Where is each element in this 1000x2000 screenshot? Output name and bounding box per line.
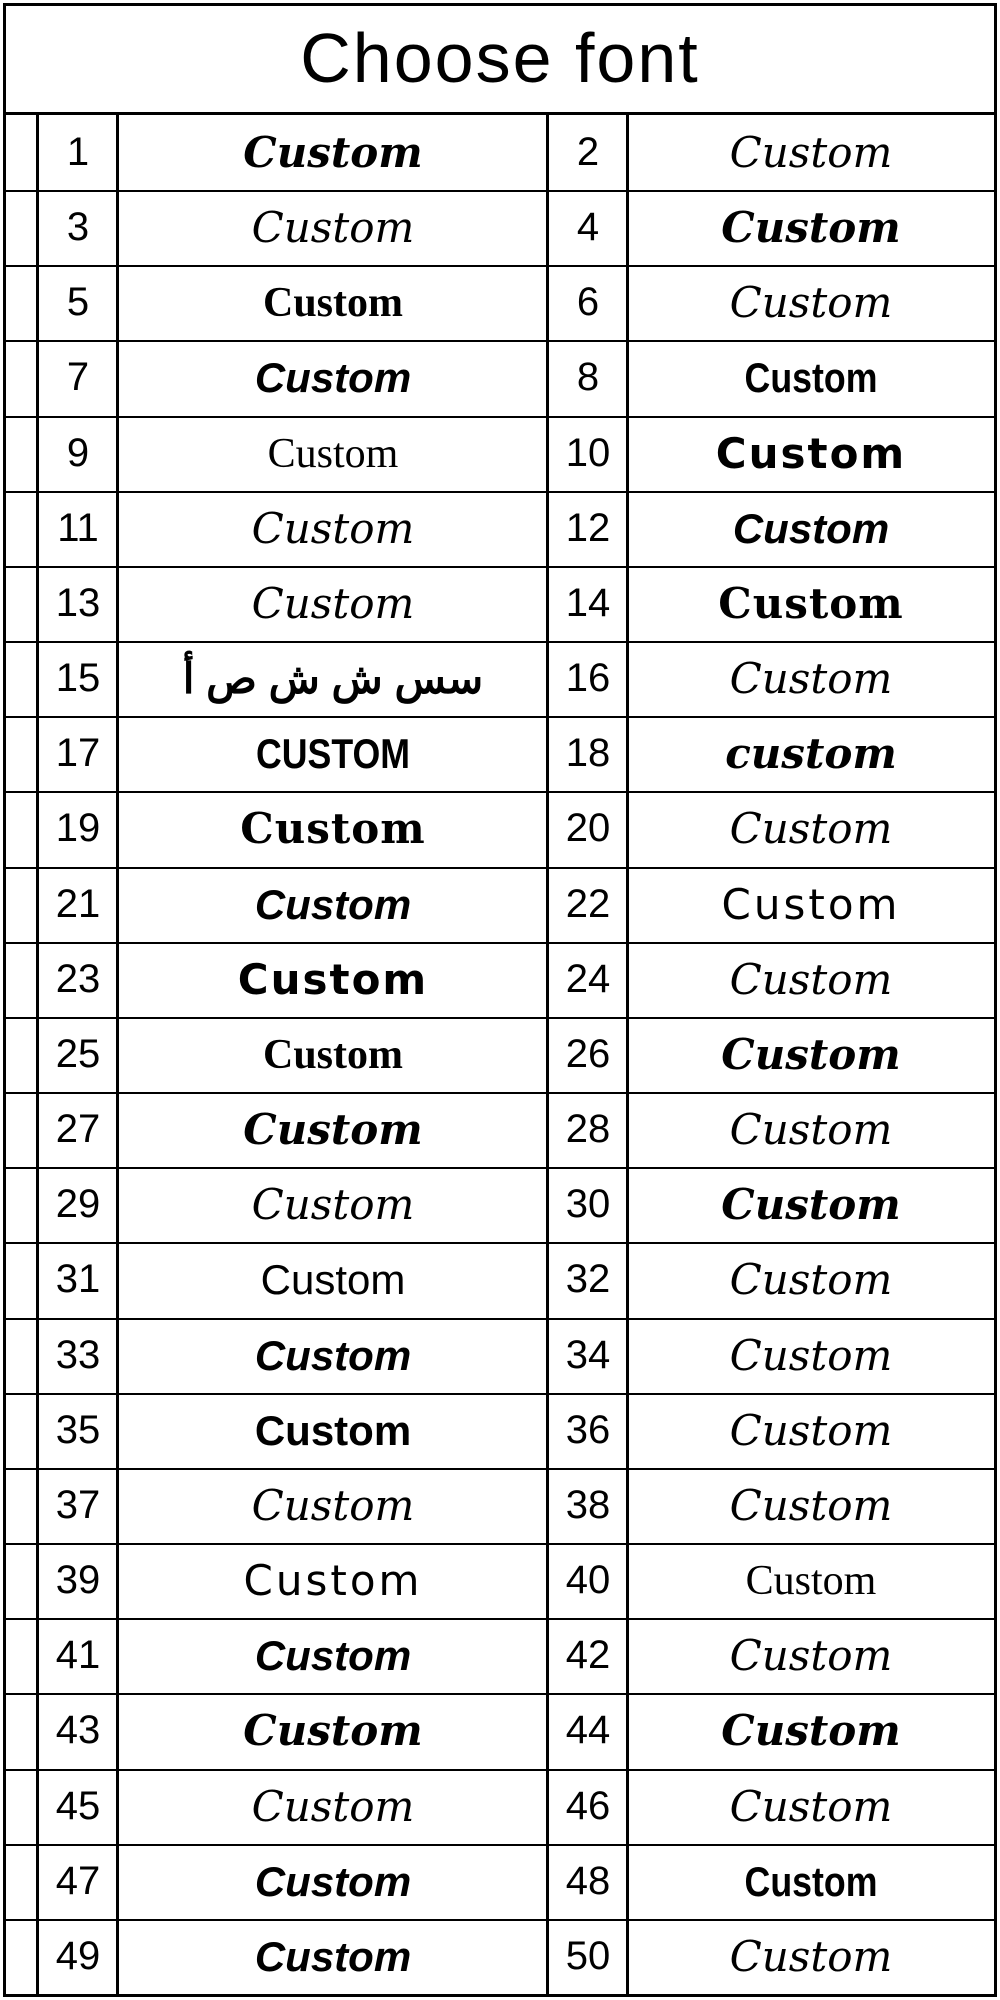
font-number[interactable]: 20	[565, 806, 611, 850]
font-number[interactable]: 28	[565, 1107, 611, 1151]
font-sample[interactable]: Custom	[715, 429, 907, 478]
font-number[interactable]: 9	[66, 431, 90, 475]
font-number[interactable]: 34	[565, 1333, 611, 1377]
font-sample[interactable]: Custom	[254, 880, 412, 928]
font-sample[interactable]: Custom	[267, 430, 399, 477]
font-sample[interactable]: Custom	[251, 203, 415, 252]
font-number[interactable]: 19	[55, 806, 101, 850]
font-sample[interactable]: Custom	[254, 1857, 412, 1905]
font-number[interactable]: 43	[55, 1708, 101, 1752]
font-number[interactable]: 39	[55, 1558, 101, 1602]
font-number[interactable]: 29	[55, 1182, 101, 1226]
font-sample[interactable]: custom	[725, 729, 897, 778]
font-number[interactable]: 3	[66, 205, 90, 249]
font-sample[interactable]: Custom	[745, 1557, 877, 1604]
font-sample[interactable]: Custom	[262, 1031, 403, 1078]
font-number[interactable]: 23	[55, 957, 101, 1001]
font-number[interactable]: 47	[55, 1859, 101, 1903]
font-number[interactable]: 6	[576, 280, 600, 324]
font-sample[interactable]: Custom	[729, 804, 893, 853]
font-number[interactable]: 45	[55, 1784, 101, 1828]
font-number[interactable]: 16	[565, 656, 611, 700]
font-number[interactable]: 44	[565, 1708, 611, 1752]
font-sample[interactable]: Custom	[251, 504, 415, 553]
font-sample[interactable]: Custom	[721, 1706, 901, 1755]
font-number[interactable]: 35	[55, 1408, 101, 1452]
font-sample[interactable]: Custom	[729, 278, 893, 327]
font-number[interactable]: 1	[66, 130, 90, 174]
font-number[interactable]: 37	[55, 1483, 101, 1527]
font-sample[interactable]: Custom	[729, 1631, 893, 1680]
font-sample[interactable]: Custom	[744, 1857, 878, 1905]
font-sample[interactable]: Custom	[243, 1556, 423, 1605]
font-number[interactable]: 32	[565, 1257, 611, 1301]
font-sample[interactable]: CUSTOM	[255, 729, 411, 777]
font-number[interactable]: 46	[565, 1784, 611, 1828]
font-sample[interactable]: Custom	[732, 504, 890, 552]
page-title: Choose font	[300, 19, 700, 97]
font-number[interactable]: 11	[57, 506, 99, 550]
font-sample[interactable]: Custom	[254, 353, 412, 401]
font-number[interactable]: 13	[55, 581, 101, 625]
font-sample[interactable]: Custom	[721, 203, 901, 252]
font-number[interactable]: 21	[55, 882, 101, 926]
font-sample[interactable]: Custom	[729, 1105, 893, 1154]
font-sample[interactable]: Custom	[721, 1030, 901, 1079]
font-number[interactable]: 5	[66, 280, 90, 324]
font-sample[interactable]: Custom	[254, 1331, 412, 1379]
font-sample[interactable]: Custom	[729, 1331, 893, 1380]
font-sample[interactable]: Custom	[254, 1406, 412, 1454]
font-number[interactable]: 7	[66, 355, 90, 399]
font-sample[interactable]: Custom	[260, 1255, 406, 1303]
font-sample[interactable]: Custom	[729, 654, 893, 703]
font-number[interactable]: 42	[565, 1633, 611, 1677]
font-sample[interactable]: Custom	[240, 804, 426, 853]
font-sample[interactable]: Custom	[243, 1105, 423, 1154]
font-sample[interactable]: Custom	[729, 1932, 893, 1981]
font-sample[interactable]: Custom	[243, 1706, 423, 1755]
font-sample[interactable]: Custom	[254, 1932, 412, 1980]
font-sample[interactable]: Custom	[729, 1406, 893, 1455]
font-sample[interactable]: Custom	[251, 1481, 415, 1530]
font-number[interactable]: 26	[565, 1032, 611, 1076]
font-number[interactable]: 17	[55, 731, 101, 775]
font-number[interactable]: 30	[565, 1182, 611, 1226]
font-number[interactable]: 2	[576, 130, 600, 174]
font-number[interactable]: 48	[565, 1859, 611, 1903]
font-sample[interactable]: Custom	[237, 955, 429, 1004]
font-number[interactable]: 50	[565, 1934, 611, 1978]
font-number[interactable]: 33	[55, 1333, 101, 1377]
font-number[interactable]: 40	[565, 1558, 611, 1602]
font-sample[interactable]: Custom	[729, 1782, 893, 1831]
font-sample[interactable]: Custom	[729, 128, 893, 177]
font-number[interactable]: 8	[576, 355, 600, 399]
font-sample[interactable]: Custom	[262, 279, 403, 326]
font-sample[interactable]: Custom	[243, 128, 423, 177]
font-sample[interactable]: Custom	[729, 1255, 893, 1304]
font-sample[interactable]: Custom	[729, 1481, 893, 1530]
font-sample[interactable]: Custom	[254, 1631, 412, 1679]
font-sample[interactable]: Custom	[718, 579, 904, 628]
font-sample[interactable]: Custom	[729, 955, 893, 1004]
font-number[interactable]: 14	[565, 581, 611, 625]
font-number[interactable]: 18	[565, 731, 611, 775]
font-number[interactable]: 49	[55, 1934, 101, 1978]
font-sample[interactable]: Custom	[721, 1180, 901, 1229]
font-number[interactable]: 36	[565, 1408, 611, 1452]
font-sample[interactable]: Custom	[744, 353, 878, 401]
font-number[interactable]: 41	[55, 1633, 101, 1677]
font-number[interactable]: 38	[565, 1483, 611, 1527]
font-number[interactable]: 4	[576, 205, 600, 249]
font-sample[interactable]: سس ش ش ص أ	[182, 655, 484, 702]
font-sample[interactable]: Custom	[251, 579, 415, 628]
font-number[interactable]: 10	[565, 431, 611, 475]
font-number[interactable]: 24	[565, 957, 611, 1001]
font-sample[interactable]: Custom	[251, 1782, 415, 1831]
font-number[interactable]: 27	[55, 1107, 101, 1151]
font-number[interactable]: 22	[565, 882, 611, 926]
font-number[interactable]: 15	[55, 656, 101, 700]
font-number[interactable]: 12	[565, 506, 611, 550]
font-number[interactable]: 25	[55, 1032, 101, 1076]
font-sample[interactable]: Custom	[251, 1180, 415, 1229]
font-number[interactable]: 31	[55, 1257, 101, 1301]
font-sample[interactable]: Custom	[721, 880, 901, 929]
